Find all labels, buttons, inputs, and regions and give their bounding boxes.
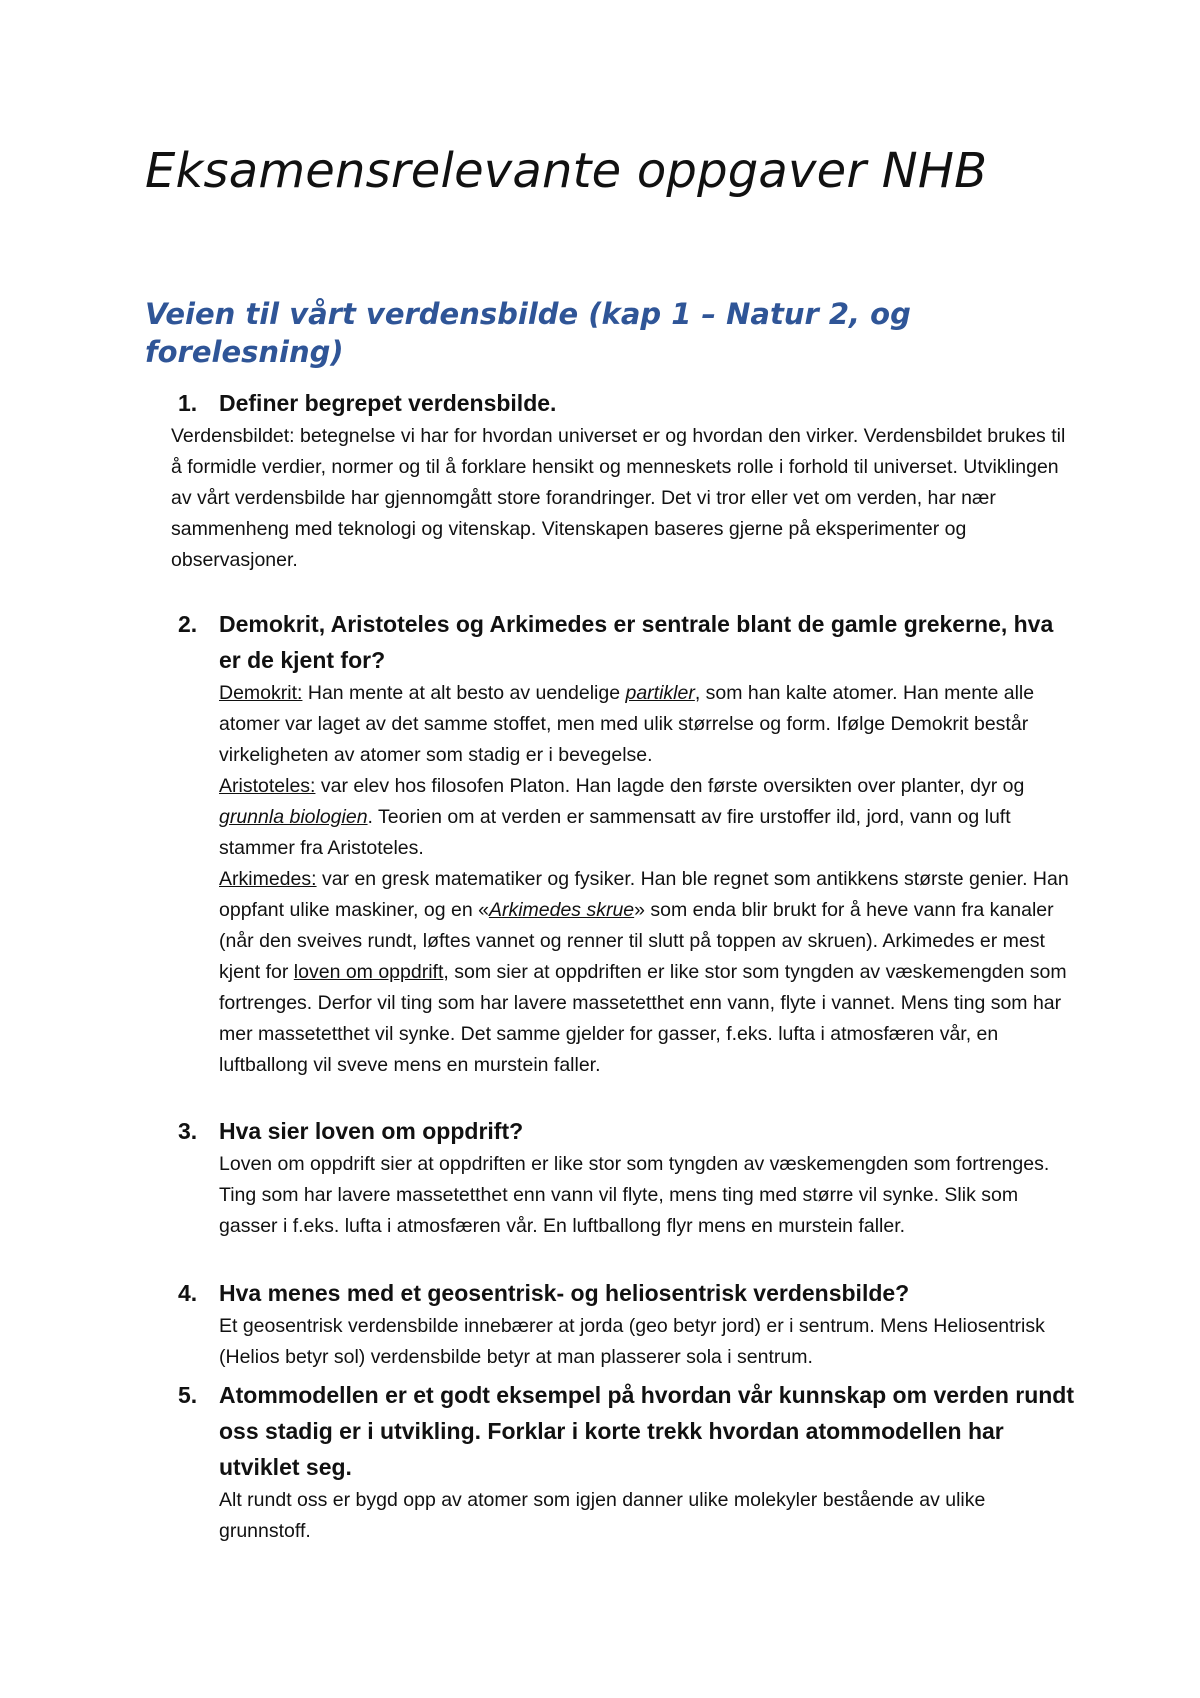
document-title: Eksamensrelevante oppgaver NHB <box>145 143 988 199</box>
demokrit-text-b: , som han kalte atomer. Han mente alle atomer var laget av det samme stoffet, men med ulik størrelse og form. Ifølge Demokrit består virkeligheten av atomer som stadig er i bevegelse. <box>219 682 1035 766</box>
grunnla-biologien-link[interactable]: grunnla biologien <box>219 806 368 828</box>
question-3 <box>178 1113 1078 1242</box>
section-heading: Veien til vårt verdensbilde (kap 1 – Natur 2, og forelesning) <box>145 297 911 369</box>
loven-om-oppdrift-link[interactable]: loven om oppdrift <box>293 961 444 983</box>
question-4-heading <box>178 1275 1078 1311</box>
question-1 <box>171 385 1078 576</box>
demokrit-text-a: Han mente at alt besto av uendelige <box>302 682 626 704</box>
question-1-number: 1. <box>178 390 198 416</box>
partikler-link[interactable]: partikler <box>625 682 695 704</box>
question-4 <box>178 1275 1078 1373</box>
aristoteles-label: Aristoteles: <box>219 775 316 797</box>
demokrit-label: Demokrit: <box>219 682 303 704</box>
question-3-number: 3. <box>178 1118 198 1144</box>
question-1-answer: Verdensbildet: betegnelse vi har for hvordan universet er og hvordan den virker. Verdensbildet brukes til å formidle verdier, normer og til å forklare hensikt og menneskets rolle i forhold til universet. Utviklingen av vårt verdensbilde har gjennomgått store forandringer. Det vi tror eller vet om verden, har nær sammenheng med teknologi og vitenskap. Vitenskapen baseres gjerne på eksperimenter og observasjoner. <box>171 425 1066 571</box>
question-4-number: 4. <box>178 1280 198 1306</box>
question-3-heading <box>178 1113 1078 1149</box>
question-4-text: Hva menes med et geosentrisk- og heliosentrisk verdensbilde? <box>219 1280 910 1306</box>
question-1-text: Definer begrepet verdensbilde. <box>219 390 557 416</box>
question-5 <box>178 1377 1078 1547</box>
question-2-heading <box>178 606 1078 678</box>
arkimedes-text-c: , som sier at oppdriften er like stor som tyngden av væskemengden som fortrenges. Derfor vil ting som har lavere massetetthet enn vann, flyte i vannet. Mens ting som har mer massetetthet vil synke. Det samme gjelder for gasser, f.eks. lufta i atmosfæren vår, en luftballong vil sveve mens en murstein faller. <box>219 961 1067 1076</box>
question-4-answer: Et geosentrisk verdensbilde innebærer at jorda (geo betyr jord) er i sentrum. Mens Heliosentrisk (Helios betyr sol) verdensbilde betyr at man plasserer sola i sentrum. <box>219 1315 1045 1368</box>
question-3-text: Hva sier loven om oppdrift? <box>219 1118 524 1144</box>
question-2-text: Demokrit, Aristoteles og Arkimedes er sentrale blant de gamle grekerne, hva er de kjent for? <box>219 611 1054 673</box>
question-5-text: Atommodellen er et godt eksempel på hvordan vår kunnskap om verden rundt oss stadig er i utvikling. Forklar i korte trekk hvordan atommodellen har utviklet seg. <box>219 1382 1075 1480</box>
question-5-answer: Alt rundt oss er bygd opp av atomer som igjen danner ulike molekyler bestående av ulike grunnstoff. <box>219 1489 986 1542</box>
aristoteles-text-b: . Teorien om at verden er sammensatt av fire urstoffer ild, jord, vann og luft stammer fra Aristoteles. <box>219 806 1011 859</box>
arkimedes-text-a: var en gresk matematiker og fysiker. Han ble regnet som antikkens største genier. Han oppfant ulike maskiner, og en « <box>219 868 1069 921</box>
question-2-number: 2. <box>178 611 198 637</box>
arkimedes-skrue-link[interactable]: Arkimedes skrue <box>488 899 635 921</box>
question-5-heading <box>178 1377 1078 1485</box>
question-2 <box>178 606 1078 1081</box>
aristoteles-paragraph <box>178 771 1078 864</box>
question-3-answer: Loven om oppdrift sier at oppdriften er like stor som tyngden av væskemengden som fortrenges. Ting som har lavere massetetthet enn vann vil flyte, mens ting med større vil synke. Slik som gasser i f.eks. lufta i atmosfæren vår. En luftballong flyr mens en murstein faller. <box>219 1153 1050 1237</box>
arkimedes-text-b: » som enda blir brukt for å heve vann fra kanaler (når den sveives rundt, løftes vannet og renner til slutt på toppen av skruen). Arkimedes er mest kjent for <box>219 899 1054 983</box>
arkimedes-paragraph <box>178 864 1078 1081</box>
aristoteles-text-a: var elev hos filosofen Platon. Han lagde den første oversikten over planter, dyr og <box>315 775 1025 797</box>
arkimedes-label: Arkimedes: <box>219 868 317 890</box>
demokrit-paragraph <box>178 678 1078 771</box>
question-5-number: 5. <box>178 1382 198 1408</box>
question-1-heading <box>178 385 1078 421</box>
